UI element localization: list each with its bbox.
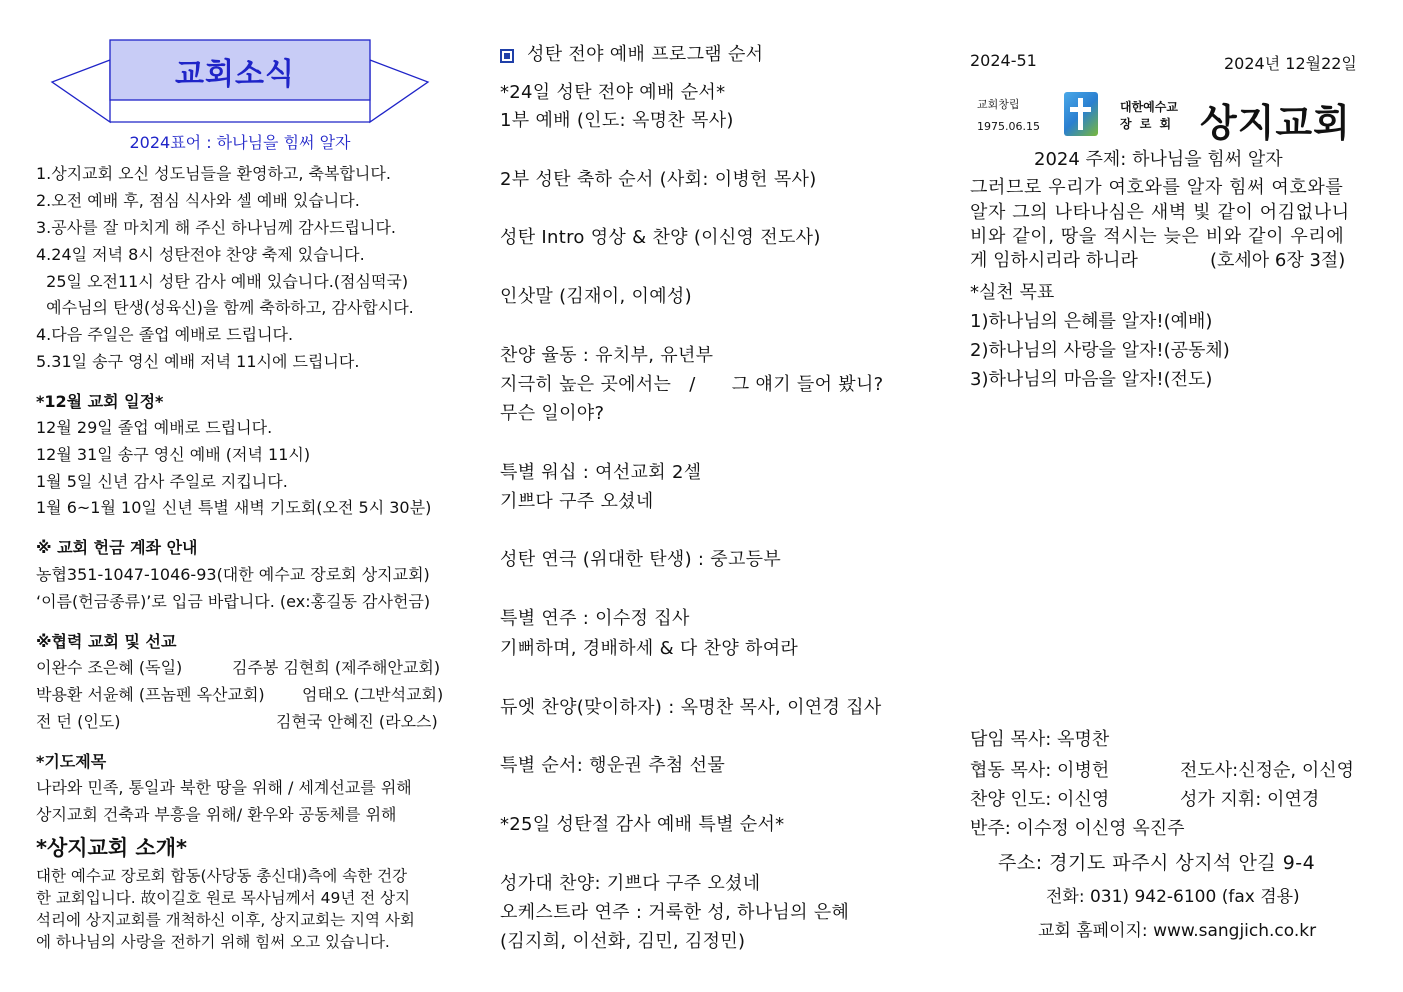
intro-line: 대한 예수교 장로회 합동(사당동 총신대)측에 속한 건강 xyxy=(36,867,408,885)
schedule-item: 12월 31일 송구 영신 예배 (저녁 11시) xyxy=(36,445,311,464)
news-item: 3.공사를 잘 마치게 해 주신 하나님께 감사드립니다. xyxy=(36,218,396,237)
denomination-line: 대한예수교 xyxy=(1120,100,1178,114)
square-bullet-icon xyxy=(500,49,514,63)
goal-item: 1)하나님의 은혜를 알자!(예배) xyxy=(970,311,1213,332)
prayer-heading: *기도제목 xyxy=(36,752,107,771)
program-line: 오케스트라 연주 : 거룩한 성, 하나님의 은혜 xyxy=(500,902,850,923)
mission-entry: 전 던 (인도) xyxy=(36,712,121,731)
program-line: 2부 성탄 축하 순서 (사회: 이병헌 목사) xyxy=(500,169,817,190)
accompanists: 반주: 이수정 이신영 옥진주 xyxy=(970,818,1185,839)
news-item: 2.오전 예배 후, 점심 식사와 셀 예배 있습니다. xyxy=(36,191,360,210)
senior-pastor: 담임 목사: 옥명찬 xyxy=(970,729,1110,750)
theme-title: 2024 주제: 하나님을 힘써 알자 xyxy=(1034,149,1283,170)
theme-verse-ref: (호세아 6장 3절) xyxy=(1210,250,1346,271)
news-item: 4.24일 저녁 8시 성탄전야 찬양 축제 있습니다. xyxy=(36,245,365,264)
program-line: *24일 성탄 전야 예배 순서* xyxy=(500,82,726,103)
goal-item: 2)하나님의 사랑을 알자!(공동체) xyxy=(970,340,1230,361)
offering-line: ‘이름(헌금종류)’로 입금 바랍니다. (ex:홍길동 감사헌금) xyxy=(36,592,431,611)
program-line: *25일 성탄절 감사 예배 특별 순서* xyxy=(500,814,785,835)
issue-number: 2024-51 xyxy=(970,51,1037,70)
program-line: 찬양 율동 : 유치부, 유년부 xyxy=(500,345,714,366)
program-line: (김지희, 이선화, 김민, 김정민) xyxy=(500,931,746,952)
phone: 전화: 031) 942-6100 (fax 겸용) xyxy=(1046,887,1300,907)
prayer-line: 나라와 민족, 통일과 북한 땅을 위해 / 세계선교를 위해 xyxy=(36,778,412,797)
intro-line: 에 하나님의 사랑을 전하기 위해 힘써 오고 있습니다. xyxy=(36,933,390,951)
program-line: 성가대 찬양: 기쁘다 구주 오셨네 xyxy=(500,873,761,894)
founded-date: 1975.06.15 xyxy=(977,120,1040,133)
program-heading: 성탄 전야 예배 프로그램 순서 xyxy=(527,44,764,65)
theme-verse-line: 비와 같이, 땅을 적시는 늦은 비와 같이 우리에 xyxy=(970,226,1345,247)
news-item: 25일 오전11시 성탄 감사 예배 있습니다.(점심떡국) xyxy=(36,272,409,291)
choir-director: 성가 지휘: 이연경 xyxy=(1180,789,1320,810)
prayer-line: 상지교회 건축과 부흥을 위해/ 환우와 공동체를 위해 xyxy=(36,805,397,824)
program-line: 인삿말 (김재이, 이예성) xyxy=(500,286,692,307)
program-line: 무슨 일이야? xyxy=(500,403,605,424)
address: 주소: 경기도 파주시 상지석 안길 9-4 xyxy=(998,852,1316,874)
evangelists: 전도사:신정순, 이신영 xyxy=(1180,760,1354,781)
mission-entry: 김현국 안혜진 (라오스) xyxy=(276,712,438,731)
goals-heading: *실천 목표 xyxy=(970,282,1055,303)
program-line: 기뻐하며, 경배하세 & 다 찬양 하여라 xyxy=(500,638,799,659)
worship-leader: 찬양 인도: 이신영 xyxy=(970,789,1110,810)
missions-heading: ※협력 교회 및 선교 xyxy=(36,632,177,651)
theme-verse-line: 알자 그의 나타나심은 새벽 빛 같이 어김없나니 xyxy=(970,202,1350,223)
denomination-line: 장 로 회 xyxy=(1120,117,1174,131)
mission-entry: 이완수 조은혜 (독일) xyxy=(36,658,183,677)
mission-entry: 박용환 서윤혜 (프놈펜 옥산교회) xyxy=(36,685,265,704)
schedule-item: 1월 6~1월 10일 신년 특별 새벽 기도회(오전 5시 30분) xyxy=(36,498,432,517)
news-item: 1.상지교회 오신 성도님들을 환영하고, 축복합니다. xyxy=(36,164,391,183)
church-name: 상지교회 xyxy=(1200,101,1351,145)
news-item: 5.31일 송구 영신 예배 저녁 11시에 드립니다. xyxy=(36,352,360,371)
intro-line: 한 교회입니다. 故이길호 원로 목사님께서 49년 전 상지 xyxy=(36,889,411,907)
founded-label: 교회창립 xyxy=(977,98,1020,111)
schedule-item: 1월 5일 신년 감사 주일로 지킵니다. xyxy=(36,472,288,491)
website: 교회 홈페이지: www.sangjich.co.kr xyxy=(1038,921,1317,941)
theme-verse-line: 게 임하시리라 하니라 xyxy=(970,250,1138,271)
year-motto: 2024표어 : 하나님을 힘써 알자 xyxy=(129,133,351,152)
program-line: 지극히 높은 곳에서는 / 그 얘기 들어 봤니? xyxy=(500,374,884,395)
schedule-item: 12월 29일 졸업 예배로 드립니다. xyxy=(36,418,273,437)
offering-line: 농협351-1047-1046-93(대한 예수교 장로회 상지교회) xyxy=(36,565,430,584)
program-line: 특별 순서: 행운권 추첨 선물 xyxy=(500,755,726,776)
offering-heading: ※ 교회 헌금 계좌 안내 xyxy=(36,538,198,557)
program-line: 듀엣 찬양(맞이하자) : 옥명찬 목사, 이연경 집사 xyxy=(500,697,882,718)
program-line: 성탄 Intro 영상 & 찬양 (이신영 전도사) xyxy=(500,227,821,248)
program-line: 특별 연주 : 이수정 집사 xyxy=(500,608,690,629)
goal-item: 3)하나님의 마음을 알자!(전도) xyxy=(970,369,1213,390)
program-line: 성탄 연극 (위대한 탄생) : 중고등부 xyxy=(500,549,782,570)
news-item: 4.다음 주일은 졸업 예배로 드립니다. xyxy=(36,325,294,344)
mission-entry: 엄태오 (그반석교회) xyxy=(302,685,444,704)
bulletin-date: 2024년 12월22일 xyxy=(1224,54,1357,73)
associate-pastor: 협동 목사: 이병헌 xyxy=(970,760,1110,781)
intro-heading: *상지교회 소개* xyxy=(36,836,187,860)
schedule-heading: *12월 교회 일정* xyxy=(36,392,164,411)
theme-verse-line: 그러므로 우리가 여호와를 알자 힘써 여호와를 xyxy=(970,177,1344,198)
news-item: 예수님의 탄생(성육신)을 함께 축하하고, 감사합시다. xyxy=(36,298,414,317)
mission-entry: 김주봉 김현희 (제주해안교회) xyxy=(232,658,441,677)
program-line: 특별 워십 : 여선교회 2셀 xyxy=(500,462,702,483)
banner-title: 교회소식 xyxy=(175,57,295,92)
program-line: 기쁘다 구주 오셨네 xyxy=(500,491,654,512)
intro-line: 석리에 상지교회를 개척하신 이후, 상지교회는 지역 사회 xyxy=(36,911,415,929)
program-line: 1부 예배 (인도: 옥명찬 목사) xyxy=(500,110,734,131)
cross-icon xyxy=(1064,92,1098,136)
